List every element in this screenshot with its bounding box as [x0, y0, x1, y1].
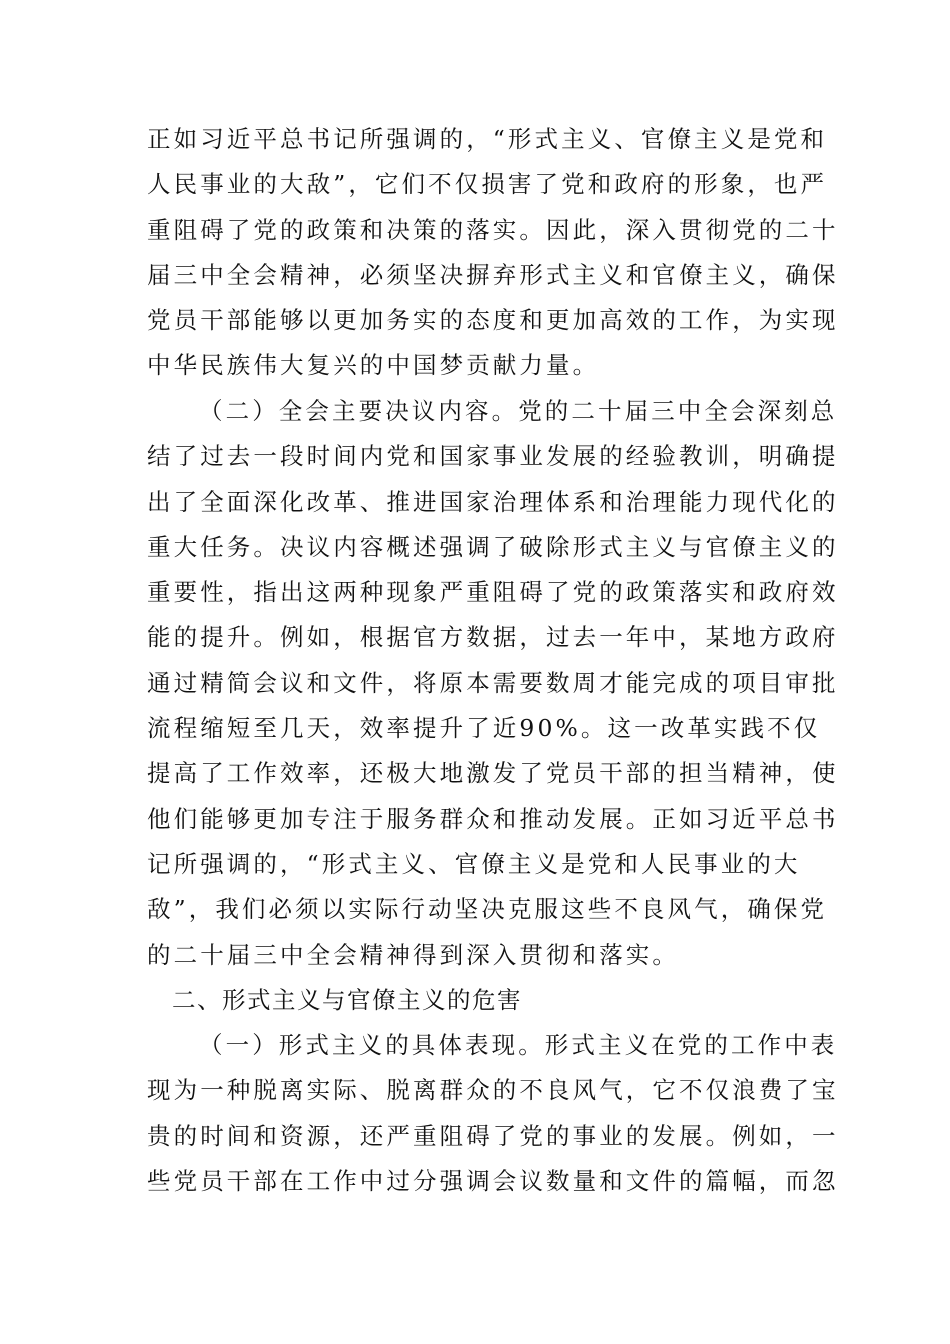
text-line: 结了过去一段时间内党和国家事业发展的经验教训，明确提: [147, 442, 839, 471]
section-heading: [147, 978, 807, 1023]
text-line: 出了全面深化改革、推进国家治理体系和治理能力现代化的: [147, 487, 839, 516]
text-line: 届三中全会精神，必须坚决摒弃形式主义和官僚主义，确保: [147, 260, 839, 289]
text-line: 重大任务。决议内容概述强调了破除形式主义与官僚主义的: [147, 532, 839, 561]
text-line: 敌”，我们必须以实际行动坚决克服这些不良风气，确保党: [147, 895, 828, 924]
text-line: （二）全会主要决议内容。党的二十届三中全会深刻总: [199, 397, 838, 425]
text-line: 能的提升。例如，根据官方数据，过去一年中，某地方政府: [147, 623, 839, 652]
text-line: 现为一种脱离实际、脱离群众的不良风气，它不仅浪费了宝: [147, 1076, 839, 1105]
section-heading-text: 二、形式主义与官僚主义的危害: [172, 986, 522, 1014]
text-line: 重阻碍了党的政策和决策的落实。因此，深入贯彻党的二十: [147, 215, 839, 244]
text-line: 通过精简会议和文件，将原本需要数周才能完成的项目审批: [147, 668, 839, 697]
text-line: （一）形式主义的具体表现。形式主义在党的工作中表: [199, 1031, 838, 1059]
text-line: 中华民族伟大复兴的中国梦贡献力量。: [147, 351, 600, 380]
text-line: 流程缩短至几天，效率提升了近90%。这一改革实践不仅: [147, 714, 821, 743]
text-line: 重要性，指出这两种现象严重阻碍了党的政策落实和政府效: [147, 578, 839, 607]
text-line: 正如习近平总书记所强调的，“形式主义、官僚主义是党和: [147, 125, 828, 153]
text-line: 提高了工作效率，还极大地激发了党员干部的担当精神，使: [147, 759, 839, 788]
paragraph-intro-quote: [147, 117, 839, 389]
text-line: 记所强调的，“形式主义、官僚主义是党和人民事业的大: [147, 849, 801, 878]
text-line: 些党员干部在工作中过分强调会议数量和文件的篇幅，而忽: [147, 1166, 839, 1195]
paragraph-plenum-resolution: [147, 389, 839, 978]
text-line: 他们能够更加专注于服务群众和推动发展。正如习近平总书: [147, 804, 839, 833]
text-line: 党员干部能够以更加务实的态度和更加高效的工作，为实现: [147, 306, 839, 335]
text-line: 的二十届三中全会精神得到深入贯彻和落实。: [147, 940, 679, 969]
paragraph-formalism-manifestations: [147, 1023, 839, 1204]
text-line: 贵的时间和资源，还严重阻碍了党的事业的发展。例如，一: [147, 1121, 839, 1150]
text-line: 人民事业的大敌”，它们不仅损害了党和政府的形象，也严: [147, 170, 828, 199]
